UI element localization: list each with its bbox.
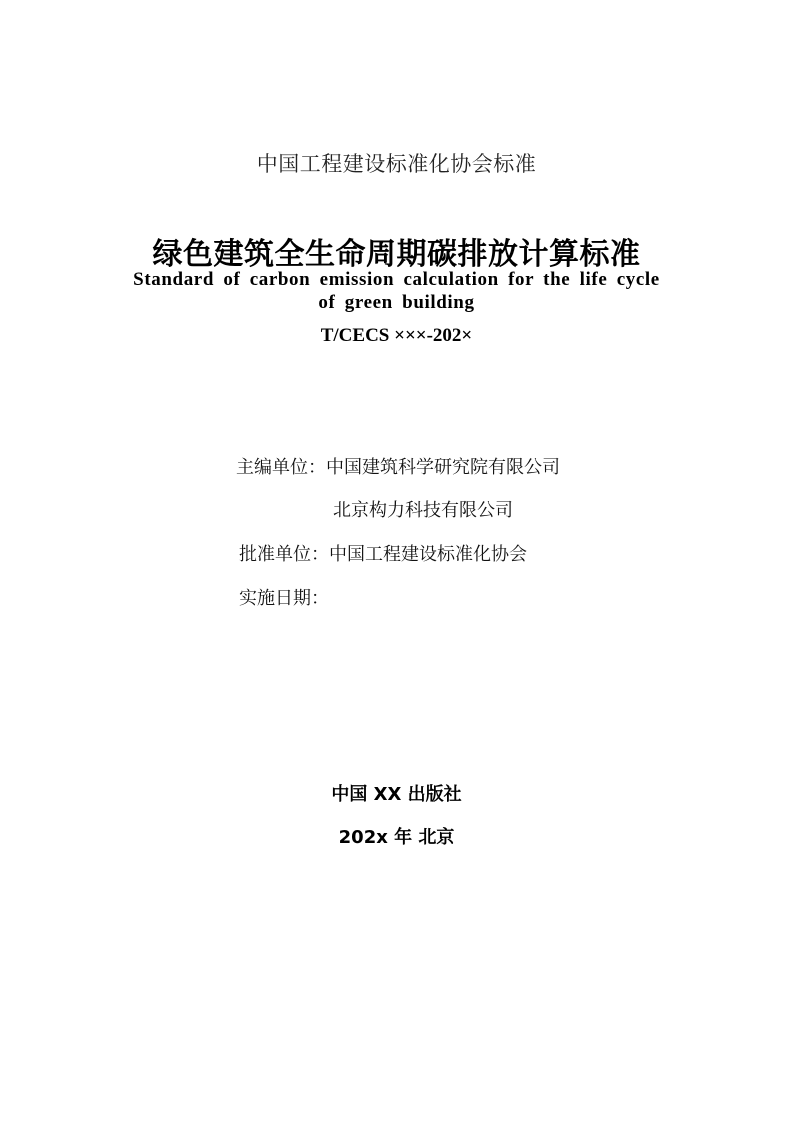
editing-unit-row [236,453,560,479]
english-title: Standard of carbon emission calculation for the life cycle of green building [133,269,660,313]
editing-unit-secondary: 北京构力科技有限公司 [333,500,513,521]
publication-year-place: 202x 年 北京 [338,827,455,848]
editing-unit-primary: 中国建筑科学研究院有限公司 [326,457,560,478]
implementation-date-row [239,584,329,610]
standard-code: T/CECS ×××-202× [320,325,473,346]
approving-unit-label: 批准单位： [239,544,329,565]
chinese-title: 绿色建筑全生命周期碳排放计算标准 [152,237,641,272]
publisher-name: 中国 XX 出版社 [331,784,462,805]
editing-unit-secondary-row [333,496,513,522]
association-standard-line: 中国工程建设标准化协会标准 [256,152,537,176]
approving-unit-row [239,540,527,566]
implementation-date-label: 实施日期： [239,588,329,609]
approving-unit-value: 中国工程建设标准化协会 [329,544,527,565]
editing-unit-label: 主编单位： [236,457,326,478]
